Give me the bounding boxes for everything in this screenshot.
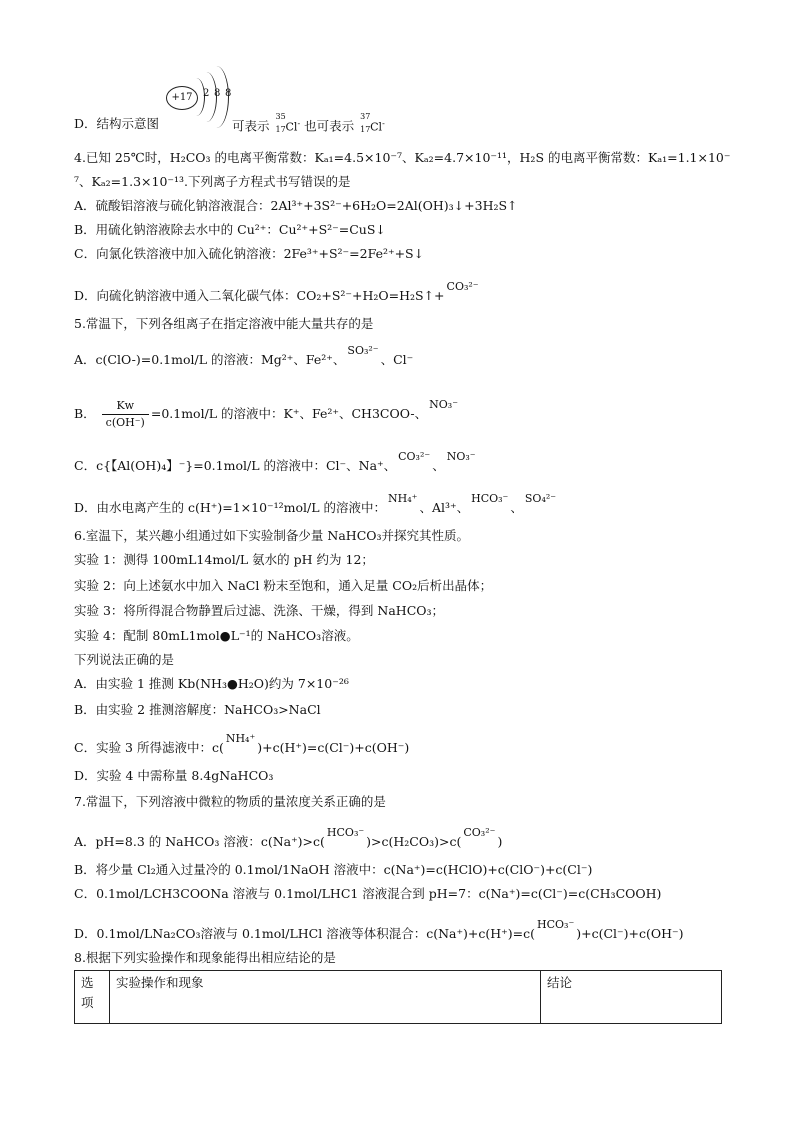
q7-option-b: B．将少量 Cl₂通入过量冷的 0.1mol/1NaOH 溶液中：c(Na⁺)=c(HClO)+c(ClO⁻)+c(Cl⁻) <box>74 862 593 877</box>
q7a-end: ) <box>497 834 503 849</box>
q5-option-a <box>74 344 414 369</box>
q5-option-d <box>74 492 558 517</box>
ion-sulfate: SO₄²⁻ <box>524 492 557 505</box>
isotope-z: 17 <box>360 125 371 134</box>
q3d-prefix: D．结构示意图 <box>74 116 160 131</box>
q7a-text: A．pH=8.3 的 NaHCO₃ 溶液：c(Na⁺)>c( <box>74 834 325 849</box>
q7-stem: 7.常温下，下列溶液中微粒的物质的量浓度关系正确的是 <box>74 794 386 809</box>
q7-option-d <box>74 918 684 943</box>
q7-option-c: C．0.1mol/LCH3COONa 溶液与 0.1mol/LHC1 溶液混合到 pH=7：c(Na⁺)=c(Cl⁻)=c(CH₃COOH) <box>74 886 662 901</box>
q6-question: 下列说法正确的是 <box>74 652 175 667</box>
q6-experiment-3: 实验 3：将所得混合物静置后过滤、洗涤、干燥，得到 NaHCO₃； <box>74 603 445 618</box>
q7d-end: )+c(Cl⁻)+c(OH⁻) <box>576 926 684 941</box>
ion-sulfite: SO₃²⁻ <box>347 344 379 357</box>
isotope-mass: 35 <box>275 112 286 121</box>
isotope-symbol: Cl <box>285 120 298 134</box>
isotope-charge: - <box>297 119 301 128</box>
col-conclusion: 结论 <box>541 971 722 1024</box>
q6-experiment-2: 实验 2：向上述氨水中加入 NaCl 粉末至饱和，通入足量 CO₂后析出晶体； <box>74 578 493 593</box>
isotope-z: 17 <box>275 125 286 134</box>
q5a-text: A．c(ClO-)=0.1mol/L 的溶液：Mg²⁺、Fe²⁺、 <box>74 352 346 367</box>
q4-option-b: B．用硫化钠溶液除去水中的 Cu²⁺：Cu²⁺+S²⁻=CuS↓ <box>74 222 386 237</box>
col-option: 选项 <box>75 971 110 1024</box>
q7d-text: D．0.1mol/LNa₂CO₃溶液与 0.1mol/LHCl 溶液等体积混合：c(Na⁺)+c(H⁺)=c( <box>74 926 536 941</box>
q5-option-c <box>74 450 478 475</box>
kw-fraction <box>102 398 149 431</box>
q6c-text: C．实验 3 所得滤液中：c( <box>74 740 224 755</box>
fraction-denominator: c(OH⁻) <box>105 416 145 429</box>
q6-option-b: B．由实验 2 推测溶解度：NaHCO₃>NaCl <box>74 702 321 717</box>
q6-stem: 6.室温下，某兴趣小组通过如下实验制备少量 NaHCO₃并探究其性质。 <box>74 528 470 543</box>
q4-stem-line2: ⁷、Kₐ₂=1.3×10⁻¹³.下列离子方程式书写错误的是 <box>74 174 351 189</box>
q6c-end: )+c(H⁺)=c(Cl⁻)+c(OH⁻) <box>257 740 410 755</box>
isotope-mass: 37 <box>360 112 371 121</box>
ion-nitrate: NO₃⁻ <box>429 398 459 411</box>
table-header-row <box>75 971 722 1024</box>
ion-ammonium: NH₄⁺ <box>225 732 256 745</box>
q4-stem-line1: 4.已知 25℃时，H₂CO₃ 的电离平衡常数：Kₐ₁=4.5×10⁻⁷、Kₐ₂=4.7×10⁻¹¹，H₂S 的电离平衡常数：Kₐ₁=1.1×10⁻ <box>74 150 731 165</box>
separator: 、 <box>510 500 523 515</box>
q6-experiment-4: 实验 4：配制 80mL1mol●L⁻¹的 NaHCO₃溶液。 <box>74 628 359 643</box>
q3-option-d <box>74 116 159 132</box>
q6-option-d: D．实验 4 中需称量 8.4gNaHCO₃ <box>74 768 274 783</box>
q7-option-a <box>74 826 503 851</box>
q5d-text: D．由水电离产生的 c(H⁺)=1×10⁻¹²mol/L 的溶液中： <box>74 500 387 515</box>
q5b-prefix: B． <box>74 406 96 421</box>
shell-count-2: 8 <box>214 88 221 99</box>
isotope-symbol: Cl <box>370 120 383 134</box>
q8-options-table <box>74 970 722 1024</box>
q5c-text: C．c{【Al(OH)₄】⁻}=0.1mol/L 的溶液中：Cl⁻、Na⁺、 <box>74 458 397 473</box>
q5-stem: 5.常温下，下列各组离子在指定溶液中能大量共存的是 <box>74 316 374 331</box>
col-operation: 实验操作和现象 <box>110 971 541 1024</box>
ion-nitrate: NO₃⁻ <box>446 450 476 463</box>
q6-option-a: A．由实验 1 推测 Kb(NH₃●H₂O)约为 7×10⁻²⁶ <box>74 676 349 691</box>
isotope-cl35 <box>275 112 301 136</box>
ion-bicarbonate: HCO₃⁻ <box>471 492 509 505</box>
isotope-charge: - <box>382 119 385 128</box>
ion-bicarbonate: HCO₃⁻ <box>537 918 575 931</box>
separator: 、 <box>432 458 445 473</box>
atom-structure-diagram <box>166 62 246 122</box>
ion-bicarbonate: HCO₃⁻ <box>326 826 365 839</box>
atom-nucleus: +17 <box>166 86 198 110</box>
q5-option-b <box>74 398 460 431</box>
shell-count-1: 2 <box>203 88 210 99</box>
fraction-numerator: Kw <box>102 398 149 415</box>
q4-option-c: C．向氯化铁溶液中加入硫化钠溶液：2Fe³⁺+S²⁻=2Fe²⁺+S↓ <box>74 246 425 261</box>
q7a-mid: )>c(H₂CO₃)>c( <box>366 834 462 849</box>
q5a-end: 、Cl⁻ <box>380 352 414 367</box>
q8-stem: 8.根据下列实验操作和现象能得出相应结论的是 <box>74 950 336 965</box>
q6-experiment-1: 实验 1：测得 100mL14mol/L 氨水的 pH 约为 12； <box>74 552 374 567</box>
q4-option-a: A．硫酸铝溶液与硫化钠溶液混合：2Al³⁺+3S²⁻+6H₂O=2Al(OH)₃↓+3H₂S↑ <box>74 198 518 213</box>
q3d-isotope-text <box>232 112 385 136</box>
ion-carbonate: CO₃²⁻ <box>446 280 479 293</box>
ion-ammonium: NH₄⁺ <box>388 492 418 505</box>
q3d-mid2: 也可表示 <box>304 118 355 134</box>
q3d-mid: 可表示 <box>232 118 270 134</box>
q4-option-d <box>74 280 481 305</box>
q4d-text: D．向硫化钠溶液中通入二氧化碳气体：CO₂+S²⁻+H₂O=H₂S↑+ <box>74 288 445 303</box>
ion-carbonate: CO₃²⁻ <box>398 450 431 463</box>
q6-option-c <box>74 732 410 757</box>
ion-carbonate: CO₃²⁻ <box>463 826 496 839</box>
shell-count-3: 8 <box>225 88 232 99</box>
q5d-mid: 、Al³⁺、 <box>419 500 470 515</box>
isotope-cl37 <box>360 112 385 136</box>
q5b-text: =0.1mol/L 的溶液中：K⁺、Fe²⁺、CH3COO-、 <box>150 406 428 421</box>
